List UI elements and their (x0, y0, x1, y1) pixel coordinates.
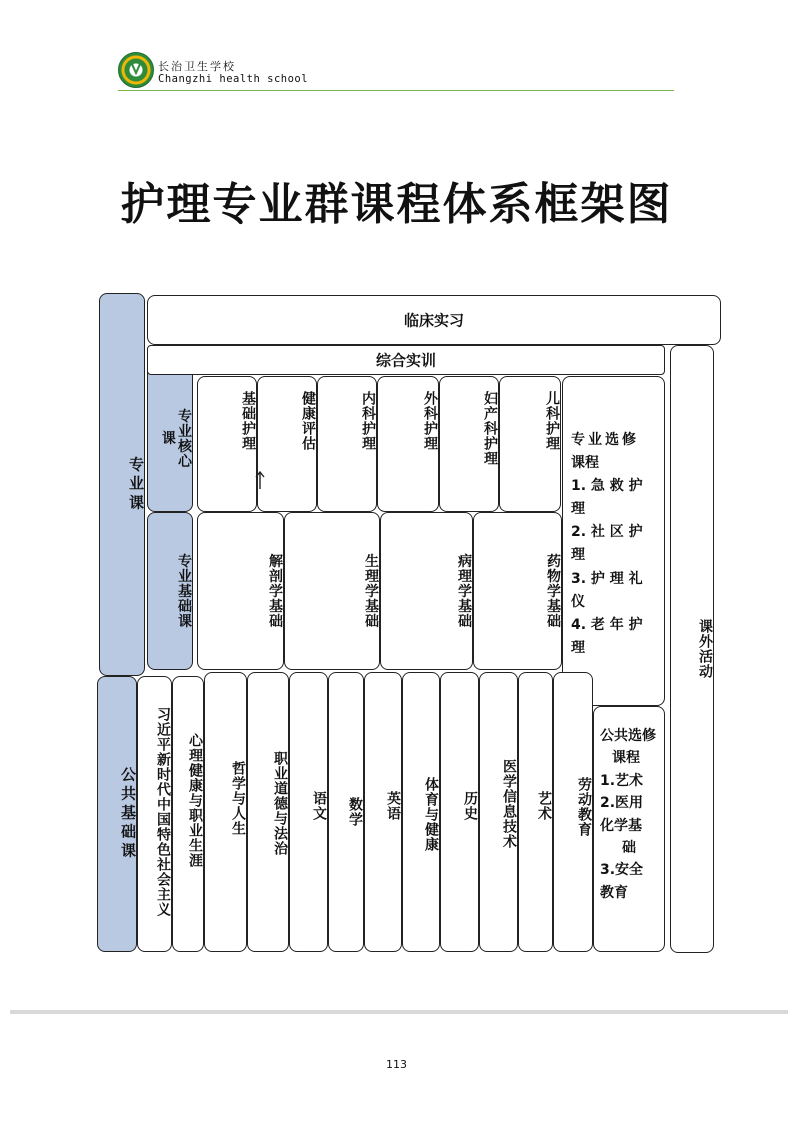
school-emblem-icon (118, 52, 154, 88)
elective-title-line: 课程 (571, 455, 599, 472)
public-course-label: 医学信息技术 (501, 759, 517, 849)
category-professional (99, 293, 145, 676)
core-course-basic-nursing (197, 376, 257, 512)
foundation-course-label: 病理学基础 (456, 553, 472, 629)
integrated-training-label: 综合实训 (375, 351, 436, 370)
core-course-surgical (377, 376, 439, 512)
core-course-health-assessment (257, 376, 317, 512)
elective-item: 4. 老 年 护 (571, 616, 643, 633)
category-foundation (147, 512, 193, 670)
public-course-label: 劳动教育 (576, 777, 592, 837)
core-course-internal-medicine (317, 376, 377, 512)
public-course-math (328, 672, 364, 952)
extracurricular-column (670, 345, 714, 953)
foundation-course-pharmacology (473, 512, 562, 670)
category-foundation-label: 专业基础课 (176, 553, 192, 629)
emblem-mark-icon (131, 63, 141, 75)
elective-item: 1. 急 救 护 (571, 478, 643, 495)
foundation-course-anatomy (197, 512, 284, 670)
public-course-labor (553, 672, 593, 952)
up-arrow-icon (255, 471, 265, 489)
core-course-label: 儿科护理 (544, 391, 560, 451)
public-course-english (364, 672, 402, 952)
core-course-pediatrics (499, 376, 561, 512)
category-core (147, 364, 193, 512)
public-course-chinese (289, 672, 328, 952)
page-header (118, 52, 674, 92)
public-course-label: 哲学与人生 (230, 761, 246, 836)
core-course-label: 健康评估 (300, 391, 316, 451)
professional-electives-box (562, 376, 665, 706)
foundation-course-physiology (284, 512, 380, 670)
foundation-course-pathology (380, 512, 473, 670)
public-elective-item: 化学基 (600, 817, 642, 834)
public-course-label: 数学 (347, 797, 363, 827)
elective-item: 2. 社 区 护 (571, 524, 643, 541)
core-course-label: 基础护理 (240, 391, 256, 451)
public-elective-item: 础 (622, 839, 636, 856)
elective-item: 理 (571, 547, 585, 564)
public-course-thought (137, 676, 172, 952)
public-course-label: 体育与健康 (423, 777, 439, 852)
page-title: 护理专业群课程体系框架图 (120, 179, 673, 230)
public-course-label: 历史 (462, 791, 478, 821)
elective-item: 仪 (571, 593, 585, 610)
page-number: 113 (386, 1058, 407, 1071)
public-course-mental-health (172, 676, 204, 952)
public-elective-item: 教育 (600, 884, 628, 901)
elective-item: 3. 护 理 礼 (571, 570, 643, 587)
school-name-cn: 长治卫生学校 (158, 60, 236, 73)
public-elective-item: 2.医用 (600, 795, 644, 812)
school-name-en: Changzhi health school (158, 73, 309, 85)
public-elective-title-line: 公共选修 (600, 728, 656, 744)
public-course-pe-health (402, 672, 440, 952)
public-course-label: 艺术 (536, 791, 552, 821)
public-elective-item: 1.艺术 (600, 772, 644, 789)
extracurricular-label: 课外活动 (697, 619, 713, 679)
public-electives-box (593, 706, 665, 952)
clinical-practice-row (147, 295, 721, 345)
category-public (97, 676, 137, 952)
public-course-history (440, 672, 479, 952)
category-core-label: 专业核心课 (159, 408, 192, 468)
core-course-label: 内科护理 (360, 391, 376, 451)
foundation-course-label: 解剖学基础 (267, 553, 283, 629)
footer-divider (10, 1010, 788, 1014)
elective-title-line: 专业选修 (571, 432, 639, 448)
public-course-label: 英语 (385, 791, 401, 821)
category-professional-label: 专业课 (127, 456, 145, 513)
public-course-medical-it (479, 672, 518, 952)
public-course-ethics-law (247, 672, 289, 952)
elective-item: 理 (571, 639, 585, 656)
core-course-obstetrics (439, 376, 499, 512)
professional-electives-text (571, 429, 658, 660)
public-course-label: 心理健康与职业生涯 (187, 733, 203, 868)
public-course-art (518, 672, 553, 952)
integrated-training-row (147, 345, 665, 375)
public-electives-text (600, 725, 658, 904)
core-course-label: 妇产科护理 (482, 391, 498, 466)
elective-item: 理 (571, 501, 585, 518)
public-course-label: 习近平新时代中国特色社会主义 (155, 707, 171, 917)
public-course-philosophy (204, 672, 247, 952)
core-course-label: 外科护理 (422, 391, 438, 451)
category-public-label: 公共基础课 (119, 766, 137, 862)
foundation-course-label: 药物学基础 (545, 553, 561, 629)
clinical-practice-label: 临床实习 (403, 311, 464, 330)
public-course-label: 语文 (311, 791, 327, 821)
public-elective-title-line: 课程 (612, 750, 640, 767)
public-elective-item: 3.安全 (600, 862, 644, 879)
foundation-course-label: 生理学基础 (363, 553, 379, 629)
public-course-label: 职业道德与法治 (272, 751, 288, 856)
header-divider (118, 90, 674, 91)
